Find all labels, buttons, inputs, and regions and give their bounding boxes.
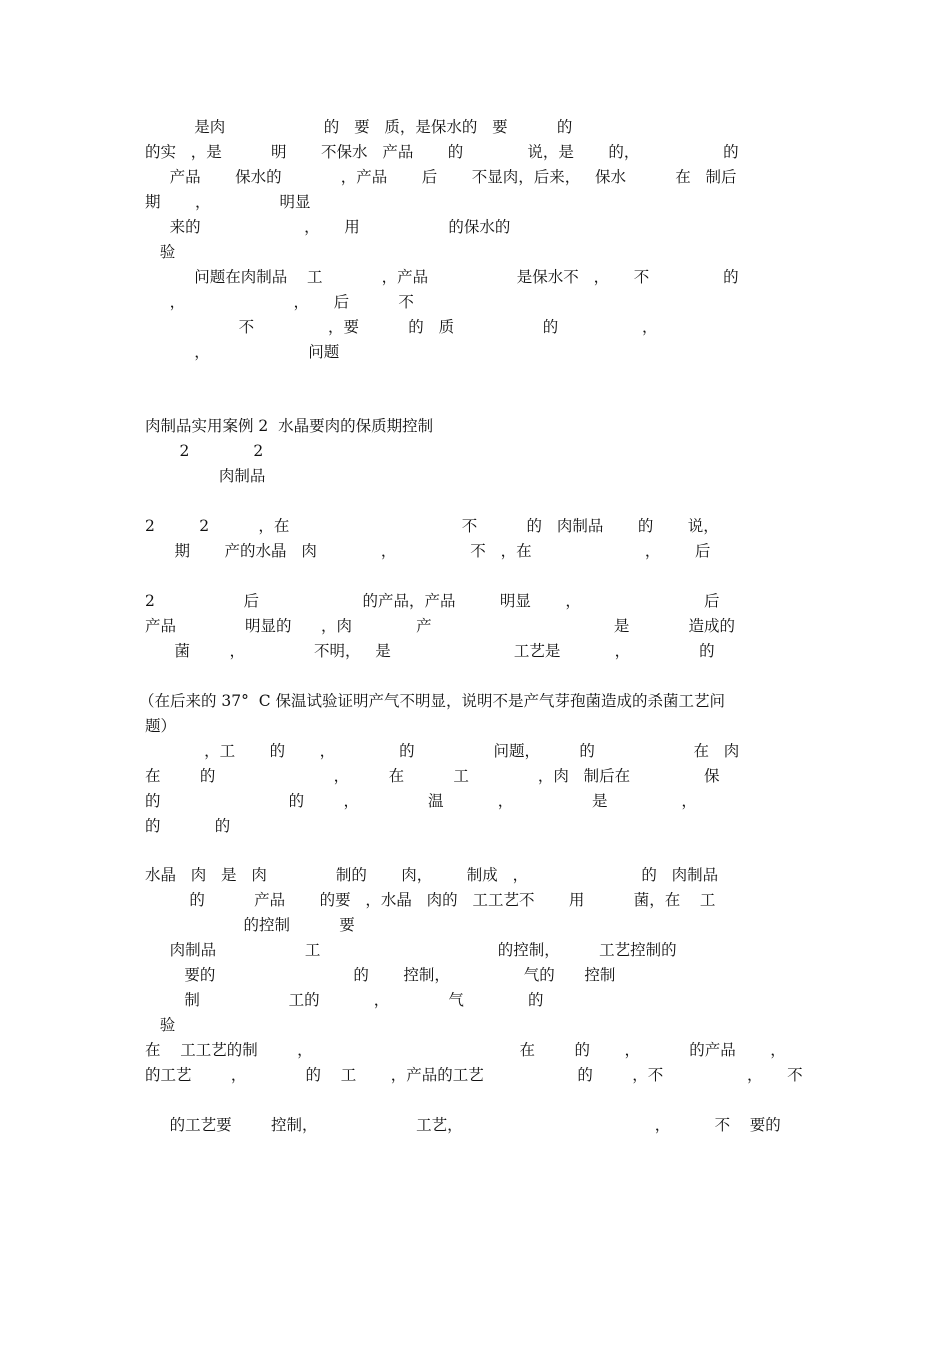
text-line: 在 的 ， 在 工 ，肉 制后在 保 [145,767,720,785]
text-line: 菌 ， 不明， 是 工艺是 ， 的 [145,642,715,660]
text-line: 验 [145,1016,176,1034]
text-line: 的工艺 ， 的 工 ，产品的工艺 的 ，不 ， 不 [145,1066,803,1084]
text-line: 制 工的 ， 气 的 [145,991,544,1009]
text-line: ， 问题 [145,343,340,361]
text-line: 是肉 的 要 质，是保水的 要 的 [145,118,573,136]
text-line: 水晶 肉 是 肉 制的 肉， 制成 ， 的 肉制品 [145,866,719,884]
text-line: 的 产品 的要 ，水晶 肉的 工工艺不 用 菌，在 工 [145,891,716,909]
text-line: 2 2 [145,442,264,460]
text-line: 2 后 的产品，产品 明显 ， 后 [145,592,720,610]
text-line: 期 ， 明显 [145,193,311,211]
text-line: 不 ，要 的 质 的 ， [145,318,658,336]
text-line: 产品 保水的 ，产品 后 不显肉，后来， 保水 在 制后 [145,168,737,186]
text-line: 的实 ，是 明 不保水 产品 的 说，是 的， 的 [145,143,739,161]
text-line: 题） [145,717,177,735]
text-line: 期 产的水晶 肉 ， 不 ，在 ， 后 [145,542,711,560]
text-line: 的 的 [145,817,231,835]
text-line: 肉制品 [145,467,266,485]
text-line: 产品 明显的 ，肉 产 是 造成的 [145,617,736,635]
text-line: ， ， 后 不 [145,293,414,311]
text-line: 来的 ， 用 的保水的 [145,218,511,236]
text-line: 肉制品 工 的控制， 工艺控制的 [145,941,677,959]
text-line: ，工 的 ， 的 问题， 的 在 肉 [145,742,740,760]
text-line: 2 2 ，在 不 的 肉制品 的 说， [145,517,719,535]
text-line: 验 [145,243,176,261]
text-line: 在 工工艺的制 ， 在 的 ， 的产品 ， [145,1041,786,1059]
text-line: 问题在肉制品 工 ，产品 是保水不 ， 不 的 [145,268,739,286]
text-line: （在后来的 37° C 保温试验证明产气不明显，说明不是产气芽孢菌造成的杀菌工艺问 [139,692,726,710]
case-heading: 肉制品实用案例 2 水晶要肉的保质期控制 [145,417,434,435]
text-line: 的控制 要 [145,916,355,934]
text-line: 的工艺要 控制， 工艺， ， 不 要的 [145,1116,781,1134]
text-line: 的 的 ， 温 ， 是 ， [145,792,697,810]
text-line: 要的 的 控制， 气的 控制 [145,966,616,984]
